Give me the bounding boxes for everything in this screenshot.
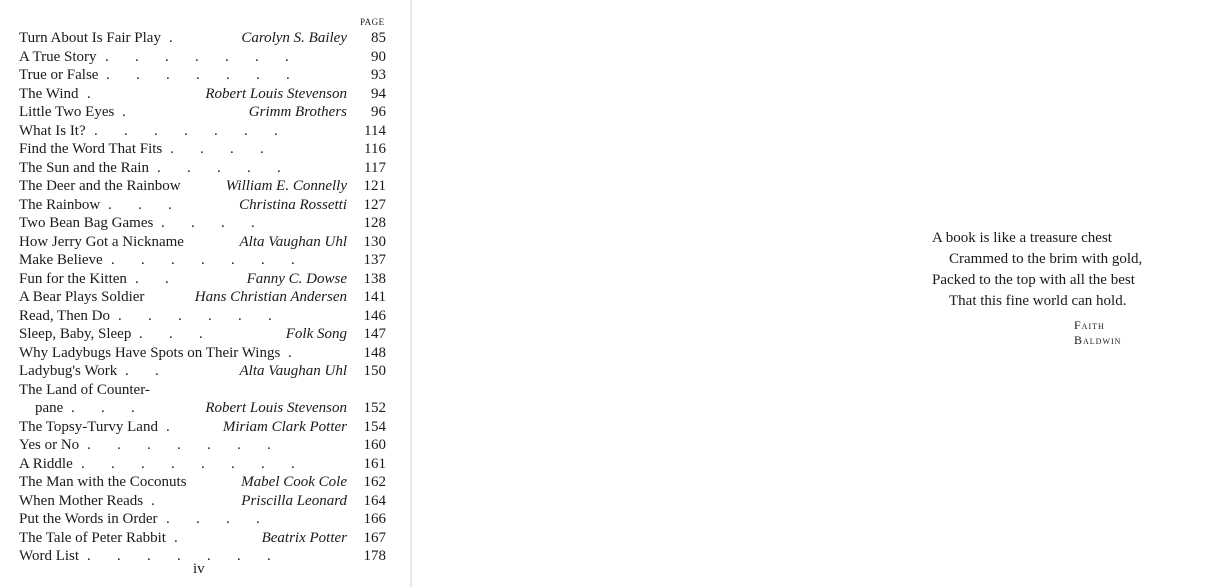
toc-entry-page: 161	[363, 455, 386, 472]
toc-entry-author: Christina Rossetti	[239, 196, 347, 213]
toc-entry-author: Alta Vaughan Uhl	[239, 363, 347, 379]
toc-entry	[19, 159, 389, 178]
toc-leader-dots: . .	[125, 363, 159, 379]
toc-leader-dots: .	[87, 85, 91, 102]
poem-line-2: Crammed to the brim with gold,	[949, 251, 1143, 267]
toc-entry	[19, 103, 389, 122]
toc-entry-title: The Tale of Peter Rabbit	[19, 529, 166, 546]
toc-leader-dots: . . . . . . .	[106, 67, 290, 83]
toc-leader-dots: . . . . . . .	[105, 48, 289, 65]
toc-entry-page: 150	[363, 363, 386, 379]
toc-entry-page: 117	[364, 159, 386, 176]
toc-entry	[19, 85, 389, 104]
toc-entry	[19, 473, 389, 492]
toc-leader-dots: . . . . . . . .	[81, 455, 295, 472]
toc-entry-title: Fun for the Kitten	[19, 270, 127, 287]
toc-entry-title: What Is It?	[19, 122, 86, 139]
toc-entry-title: Make Believe	[19, 252, 103, 268]
toc-entry-title: True or False	[19, 67, 99, 83]
poem-line-1: A book is like a treasure chest	[932, 230, 1112, 246]
toc-entry-title: The Deer and the Rainbow	[19, 178, 181, 194]
toc-entry-title: The Topsy-Turvy Land	[19, 418, 158, 435]
toc-entry	[19, 29, 389, 48]
toc-entry-author: William E. Connelly	[225, 178, 347, 194]
poem-line-3: Packed to the top with all the best	[932, 272, 1135, 288]
toc-entry-author: Hans Christian Andersen	[194, 289, 347, 305]
toc-entry-title: A Riddle	[19, 455, 73, 472]
toc-entry-page: 96	[371, 104, 386, 120]
toc-entry-title: Why Ladybugs Have Spots on Their Wings	[19, 344, 281, 361]
toc-entry	[19, 436, 389, 455]
toc-leader-dots: . . . . . .	[118, 307, 272, 324]
toc-entry-title: When Mother Reads	[19, 492, 144, 509]
toc-entry-page: 128	[363, 215, 386, 231]
toc-entry-author: Folk Song	[285, 326, 347, 342]
toc-entry	[19, 325, 389, 344]
toc-entry-author: Robert Louis Stevenson	[205, 400, 347, 416]
toc-entry	[19, 418, 389, 437]
toc-leader-dots: . . . . . . .	[94, 122, 278, 139]
toc-entry-author: Miriam Clark Potter	[222, 418, 347, 435]
toc-leader-dots: . . . . . . .	[111, 252, 295, 268]
toc-leader-dots: . .	[135, 270, 169, 287]
toc-leader-dots: .	[169, 30, 173, 46]
toc-entry-title: Read, Then Do	[19, 307, 110, 324]
table-of-contents	[19, 29, 389, 566]
toc-entry-title: Yes or No	[19, 437, 80, 453]
toc-entry	[19, 140, 389, 159]
toc-entry	[19, 492, 389, 511]
toc-entry	[19, 510, 389, 529]
toc-entry-title: The Man with the Coconuts	[19, 474, 187, 490]
toc-leader-dots: . . .	[71, 400, 135, 416]
toc-entry-page: 130	[363, 233, 386, 250]
toc-entry-page: 148	[363, 344, 386, 361]
toc-entry-title: Turn About Is Fair Play	[19, 30, 161, 46]
toc-leader-dots: . . .	[108, 196, 172, 213]
toc-leader-dots: . . . .	[166, 511, 260, 527]
toc-entry-title: Put the Words in Order	[19, 511, 158, 527]
toc-entry-page: 85	[371, 30, 386, 46]
toc-entry-page: 121	[363, 178, 386, 194]
toc-entry-page: 138	[363, 270, 386, 287]
poem-line-4: That this fine world can hold.	[949, 293, 1127, 309]
toc-leader-dots: .	[166, 418, 170, 435]
toc-entry	[19, 48, 389, 67]
toc-leader-dots: . . . .	[170, 141, 264, 157]
toc-entry-page: 116	[364, 141, 386, 157]
toc-leader-dots: .	[122, 104, 126, 120]
toc-entry-page: 160	[363, 437, 386, 453]
toc-leader-dots: . . . . .	[157, 159, 281, 176]
toc-entry-page: 154	[363, 418, 386, 435]
toc-entry-title: Find the Word That Fits	[19, 141, 163, 157]
toc-entry	[19, 177, 389, 196]
toc-entry-page: 127	[363, 196, 386, 213]
toc-entry	[19, 270, 389, 289]
toc-entry-title: A Bear Plays Soldier	[19, 289, 145, 305]
toc-entry-title: The Land of Counter-	[19, 381, 150, 398]
toc-entry	[19, 196, 389, 215]
toc-entry-title: Word List	[19, 548, 80, 564]
toc-entry	[19, 455, 389, 474]
toc-entry-author: Mabel Cook Cole	[241, 474, 347, 490]
toc-leader-dots: . . . . . . .	[87, 437, 271, 453]
toc-entry-author: Carolyn S. Bailey	[241, 30, 347, 46]
poem-attribution: Faith Baldwin	[1074, 318, 1122, 347]
toc-entry-page: 114	[364, 122, 386, 139]
toc-entry-author: Beatrix Potter	[261, 529, 347, 546]
toc-entry-title: Sleep, Baby, Sleep	[19, 326, 132, 342]
toc-entry-author: Fanny C. Dowse	[246, 270, 347, 287]
toc-entry-page: 94	[371, 85, 386, 102]
toc-entry	[19, 233, 389, 252]
toc-leader-dots: .	[174, 529, 178, 546]
toc-entry	[19, 381, 389, 400]
toc-entry-title: pane	[35, 400, 64, 416]
toc-entry-title: A True Story	[19, 48, 97, 65]
toc-entry-page: 178	[363, 548, 386, 564]
toc-leader-dots: .	[288, 344, 292, 361]
toc-entry-page: 93	[371, 67, 386, 83]
toc-entry-page: 162	[363, 474, 386, 490]
right-page	[412, 0, 1143, 587]
page-column-header: PAGE	[360, 17, 385, 27]
toc-entry	[19, 214, 389, 233]
toc-entry-author: Grimm Brothers	[248, 104, 347, 120]
toc-entry-page: 167	[363, 529, 386, 546]
toc-entry	[19, 288, 389, 307]
epigraph-poem	[932, 228, 1232, 312]
left-page	[0, 0, 412, 587]
toc-entry-author: Robert Louis Stevenson	[205, 85, 347, 102]
toc-entry-title: Ladybug's Work	[19, 363, 118, 379]
toc-entry-title: Two Bean Bag Games	[19, 215, 154, 231]
toc-entry	[19, 362, 389, 381]
toc-entry	[19, 399, 389, 418]
toc-entry-page: 141	[363, 289, 386, 305]
toc-entry-title: The Wind	[19, 85, 79, 102]
toc-entry	[19, 344, 389, 363]
toc-leader-dots: .	[151, 492, 155, 509]
toc-entry	[19, 251, 389, 270]
toc-entry-title: Little Two Eyes	[19, 104, 115, 120]
toc-entry-title: The Sun and the Rain	[19, 159, 149, 176]
toc-entry-title: How Jerry Got a Nickname	[19, 233, 184, 250]
toc-entry-page: 146	[363, 307, 386, 324]
toc-entry-page: 166	[363, 511, 386, 527]
toc-entry-page: 147	[363, 326, 386, 342]
toc-entry-title: The Rainbow	[19, 196, 101, 213]
page-folio: iv	[193, 561, 205, 577]
toc-entry-page: 164	[363, 492, 386, 509]
toc-entry-author: Alta Vaughan Uhl	[239, 233, 347, 250]
toc-entry	[19, 307, 389, 326]
toc-leader-dots: . . . . . . .	[87, 548, 271, 564]
toc-entry-page: 152	[363, 400, 386, 416]
toc-entry-author: Priscilla Leonard	[241, 492, 347, 509]
toc-leader-dots: . . . .	[161, 215, 255, 231]
toc-entry	[19, 122, 389, 141]
toc-entry	[19, 66, 389, 85]
toc-leader-dots: . . .	[139, 326, 203, 342]
toc-entry-page: 90	[371, 48, 386, 65]
toc-entry	[19, 529, 389, 548]
toc-entry-page: 137	[363, 252, 386, 268]
